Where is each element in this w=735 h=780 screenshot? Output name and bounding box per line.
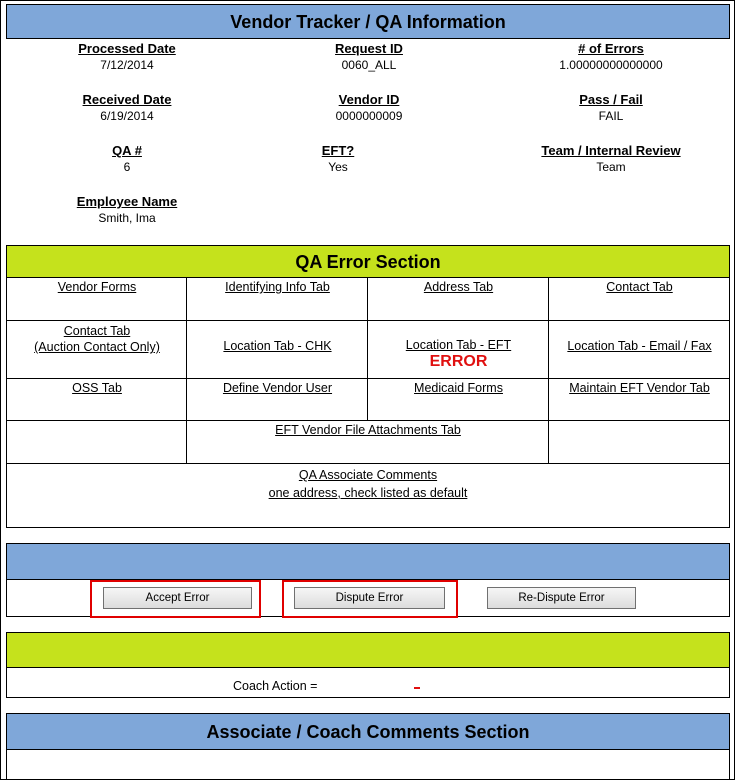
qa-number-field — [7, 143, 247, 174]
vendor-id-field — [249, 92, 489, 123]
team-label: Team / Internal Review — [541, 143, 681, 158]
qa-number-value: 6 — [123, 160, 131, 174]
comments-section-band — [6, 713, 730, 750]
vendor-id-label: Vendor ID — [338, 92, 400, 107]
received-date-value: 6/19/2014 — [100, 109, 154, 123]
pass-fail-field — [491, 92, 731, 123]
coach-action-value[interactable] — [331, 679, 411, 693]
errors-label: # of Errors — [578, 41, 644, 56]
eft-value: Yes — [328, 160, 348, 174]
received-date-field — [7, 92, 247, 123]
action-band — [6, 543, 730, 580]
location-tab-chk-link[interactable]: Location Tab - CHK — [223, 339, 332, 353]
pass-fail-value: FAIL — [598, 109, 624, 123]
team-value: Team — [596, 160, 626, 174]
location-tab-email-fax-link[interactable]: Location Tab - Email / Fax — [567, 339, 712, 353]
eft-vendor-file-attachments-tab-link[interactable]: EFT Vendor File Attachments Tab — [275, 423, 461, 437]
qa-number-label: QA # — [112, 143, 142, 158]
identifying-info-tab-link[interactable]: Identifying Info Tab — [225, 280, 330, 294]
vendor-forms-link[interactable]: Vendor Forms — [57, 280, 137, 294]
team-field — [491, 143, 731, 174]
location-tab-eft-error-status: ERROR — [429, 353, 488, 370]
comments-section-title: Associate / Coach Comments Section — [206, 722, 530, 742]
coach-band — [6, 632, 730, 668]
qa-error-section-title: QA Error Section — [295, 252, 441, 272]
employee-field — [7, 194, 247, 225]
pass-fail-label: Pass / Fail — [579, 92, 643, 107]
address-tab-link[interactable]: Address Tab — [423, 280, 494, 294]
coach-action-panel — [6, 667, 730, 698]
coach-action-marker — [414, 687, 420, 689]
vendor-id-value: 0000000009 — [335, 109, 403, 123]
received-date-label: Received Date — [82, 92, 172, 107]
qa-associate-comments-label[interactable]: QA Associate Comments — [298, 468, 438, 482]
contact-tab-link[interactable]: Contact Tab — [606, 280, 673, 294]
maintain-eft-vendor-tab-link[interactable]: Maintain EFT Vendor Tab — [569, 381, 710, 395]
qa-associate-comments-value[interactable]: one address, check listed as default — [268, 486, 468, 500]
eft-label: EFT? — [321, 143, 355, 158]
define-vendor-user-link[interactable]: Define Vendor User — [222, 381, 333, 395]
errors-value: 1.00000000000000 — [559, 58, 663, 72]
request-id-value: 0060_ALL — [341, 58, 397, 72]
errors-field — [491, 41, 731, 72]
location-tab-eft-link[interactable]: Location Tab - EFT — [405, 338, 512, 352]
accept-error-button[interactable]: Accept Error — [103, 587, 252, 609]
coach-action-label: Coach Action = — [233, 679, 318, 693]
page-title: Vendor Tracker / QA Information — [230, 12, 506, 32]
contact-tab-auction-line1: Contact Tab — [63, 324, 131, 338]
header-band — [6, 4, 730, 39]
request-id-field — [249, 41, 489, 72]
contact-tab-auction-line2: (Auction Contact Only) — [34, 340, 160, 354]
contact-tab-auction-link[interactable] — [34, 324, 160, 354]
redispute-error-button[interactable]: Re-Dispute Error — [487, 587, 636, 609]
dispute-error-button[interactable]: Dispute Error — [294, 587, 445, 609]
eft-field — [218, 143, 458, 174]
processed-date-label: Processed Date — [78, 41, 176, 56]
qa-error-grid — [6, 277, 730, 528]
medicaid-forms-link[interactable]: Medicaid Forms — [414, 381, 503, 395]
oss-tab-link[interactable]: OSS Tab — [72, 381, 122, 395]
employee-value: Smith, Ima — [98, 211, 156, 225]
qa-error-section-band — [6, 245, 730, 278]
comments-panel — [6, 749, 730, 779]
request-id-label: Request ID — [335, 41, 403, 56]
employee-label: Employee Name — [76, 194, 178, 209]
processed-date-field — [7, 41, 247, 72]
processed-date-value: 7/12/2014 — [100, 58, 154, 72]
